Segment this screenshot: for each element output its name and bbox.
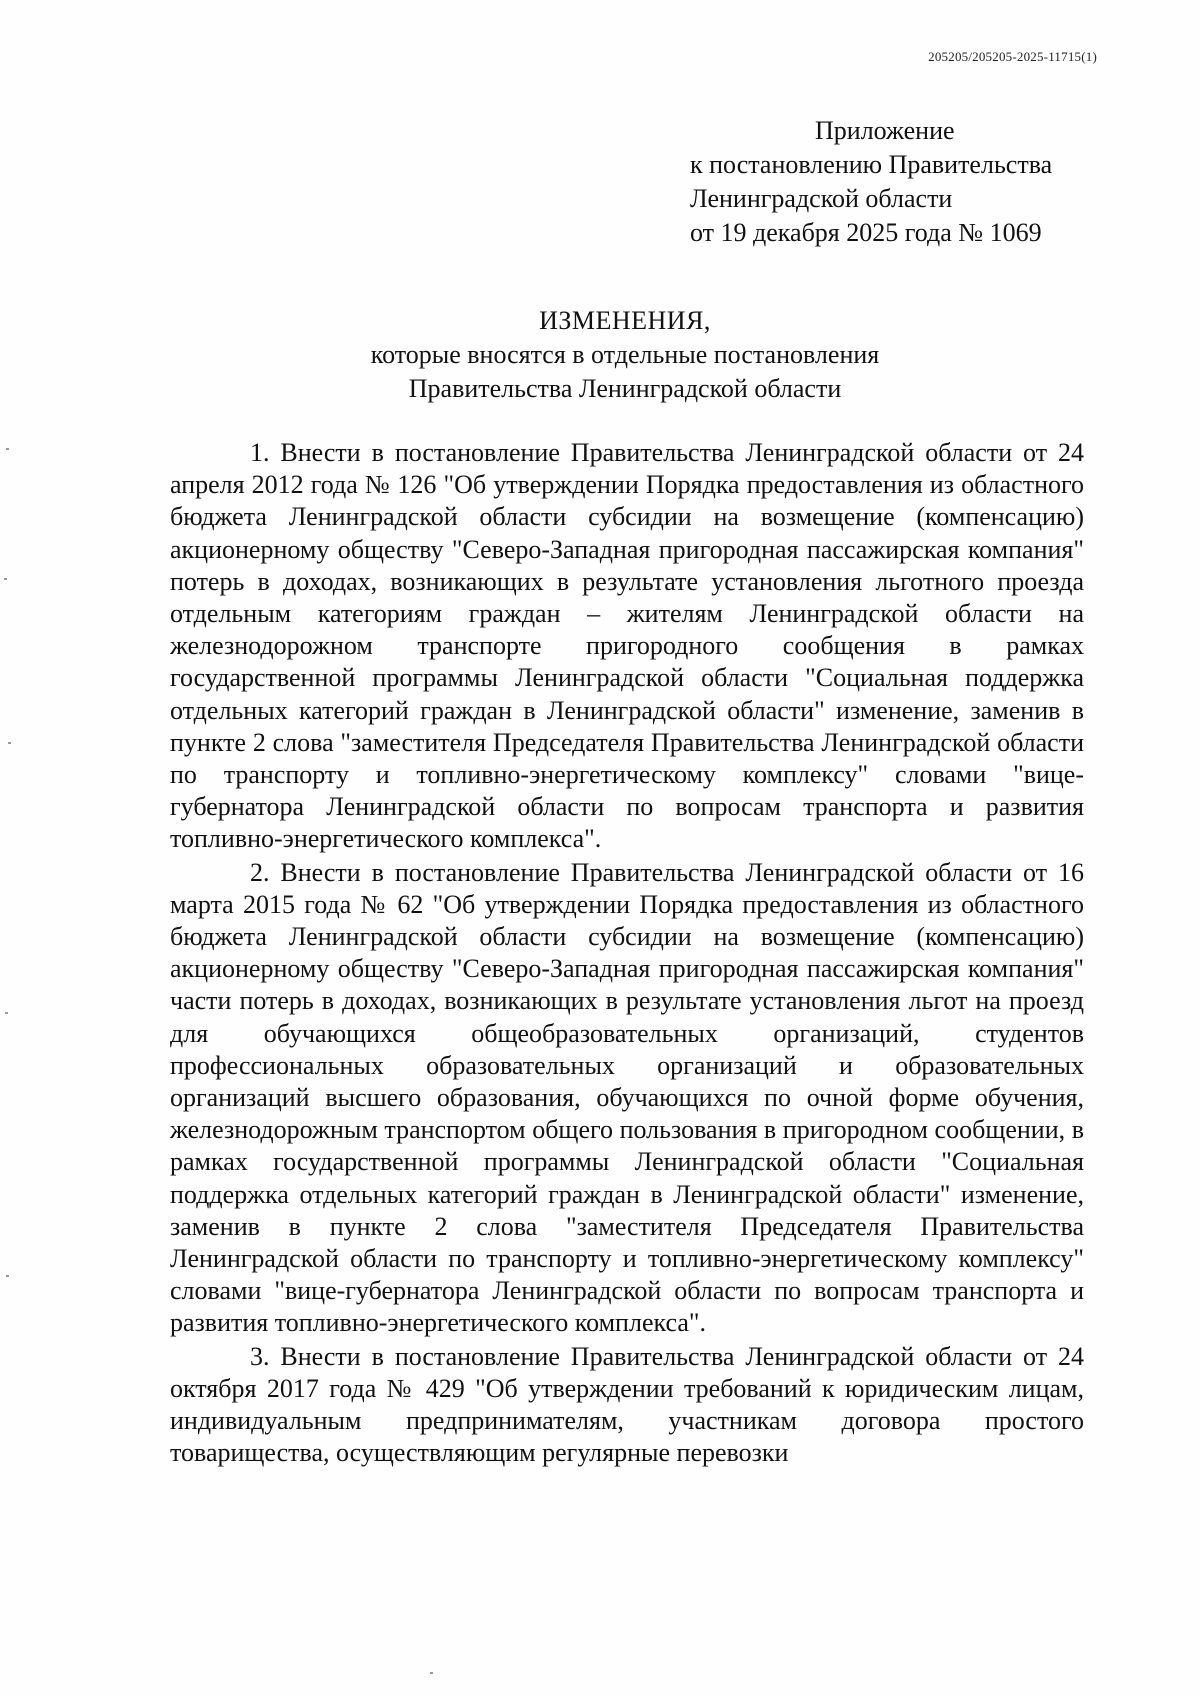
document-subtitle-1: которые вносятся в отдельные постановления [370,340,880,369]
scan-artifact [6,1275,9,1277]
scan-artifact [8,742,11,744]
scan-artifact [430,1672,433,1674]
appendix-title: Приложение [815,116,955,145]
paragraph-3: 3. Внести в постановление Правительства Ленинградской области от 24 октября 2017 года № 429 "Об утверждении требований к юридическим лицам, индивидуальным предпринимателям, участникам договора простого товарищества, осуществляющим регулярные перевозки [170,1341,1084,1468]
scan-artifact [5,1012,8,1014]
appendix-block [690,114,1110,250]
document-subtitle-2: Правительства Ленинградской области [408,374,842,403]
title-block [170,304,1080,406]
paragraph-2: 2. Внести в постановление Правительства Ленинградской области от 16 марта 2015 года № 62 "Об утверждении Порядка предоставления из областного бюджета Ленинградской области субсидии на возмещение (компенсацию) акционерному обществу "Северо-Западная пригородная пассажирская компания" части потерь в доходах, возникающих в результате установления льгот на проезд для обучающихся общеобразовательных организаций, студентов профессиональных образовательных организаций и образовательных организаций высшего образования, обучающихся по очной форме обучения, железнодорожным транспортом общего пользования в пригородном сообщении, в рамках государственной программы Ленинградской области "Социальная поддержка отдельных категорий граждан в Ленинградской области" изменение, заменив в пункте 2 слова "заместителя Председателя Правительства Ленинградской области по транспорту и топливно-энергетическому комплексу" словами "вице-губернатора Ленинградской области по вопросам транспорта и развития топливно-энергетического комплекса". [170,857,1084,1338]
scan-artifact [4,578,7,580]
appendix-line-2: к постановлению Правительства [690,150,1053,179]
document-body [170,437,1084,1470]
document-id: 205205/205205-2025-11715(1) [928,49,1097,64]
document-title: ИЗМЕНЕНИЯ, [539,306,711,335]
appendix-line-3: Ленинградской области [690,184,953,213]
paragraph-1: 1. Внести в постановление Правительства Ленинградской области от 24 апреля 2012 года № 126 "Об утверждении Порядка предоставления из областного бюджета Ленинградской области субсидии на возмещение (компенсацию) акционерному обществу "Северо-Западная пригородная пассажирская компания" потерь в доходах, возникающих в результате установления льготного проезда отдельным категориям граждан – жителям Ленинградской области на железнодорожном транспорте пригородного сообщения в рамках государственной программы Ленинградской области "Социальная поддержка отдельных категорий граждан в Ленинградской области" изменение, заменив в пункте 2 слова "заместителя Председателя Правительства Ленинградской области по транспорту и топливно-энергетическому комплексу" словами "вице-губернатора Ленинградской области по вопросам транспорта и развития топливно-энергетического комплекса". [170,438,1084,854]
appendix-date-number: от 19 декабря 2025 года № 1069 [690,218,1042,247]
scan-artifact [6,448,9,450]
